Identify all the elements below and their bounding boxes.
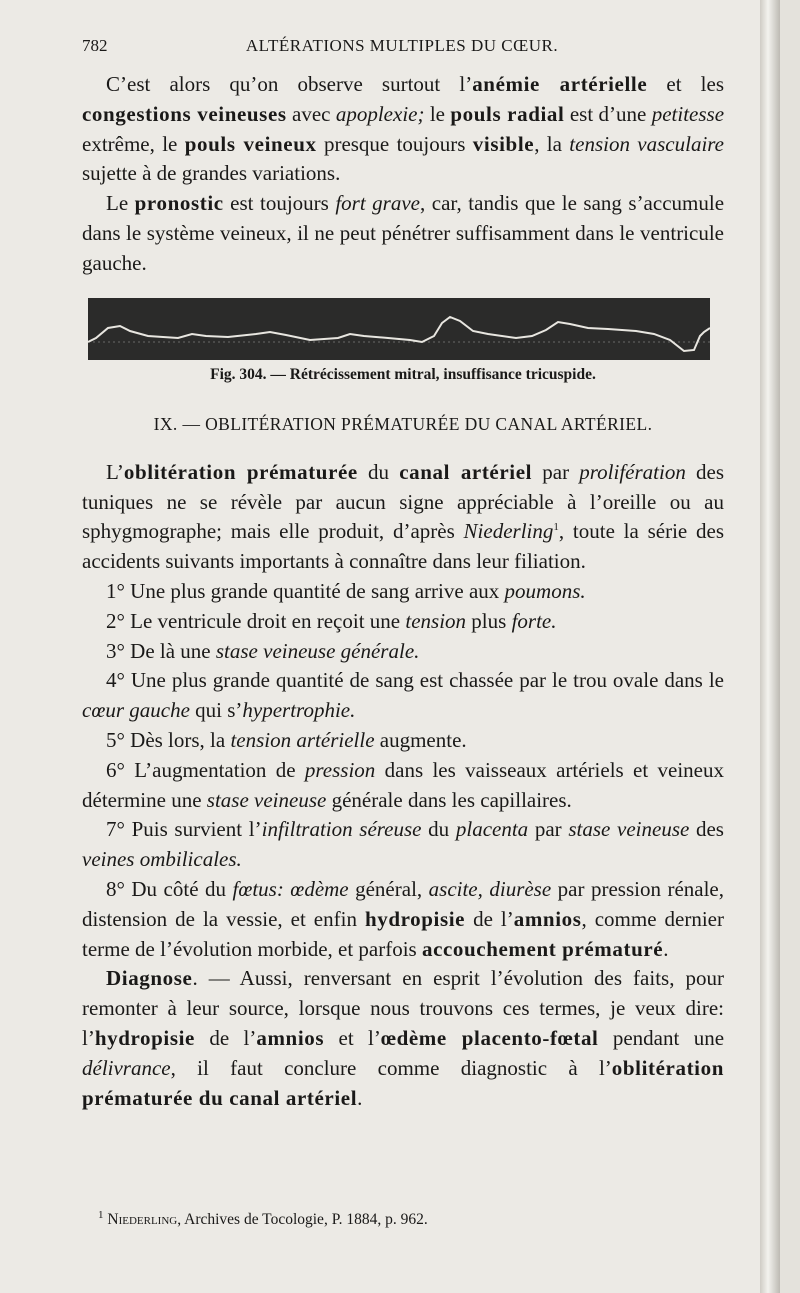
running-title: ALTÉRATIONS MULTIPLES DU CŒUR.: [245, 36, 559, 55]
main-text-block: [82, 410, 724, 1113]
list-item-5: 5° Dès lors, la tension artérielle augmente.: [106, 727, 467, 752]
list-item-8: 8° Du côté du fœtus: œdème général, ascite, diurèse par pression rénale, distension de la vessie, et enfin hydropisie de l’amnios, comme dernier terme de l’évolution morbide, et parfois accouchement prématuré.: [82, 876, 724, 961]
running-header: [82, 36, 722, 60]
list-item-4: 4° Une plus grande quantité de sang est chassée par le trou ovale dans le cœur gauche qui s’hypertrophie.: [82, 668, 724, 723]
sphygmogram-figure: [88, 298, 710, 360]
list-item-1: 1° Une plus grande quantité de sang arrive aux poumons.: [106, 578, 586, 603]
footnote-author: Niederling: [107, 1211, 178, 1228]
list-item-2: 2° Le ventricule droit en reçoit une tension plus forte.: [106, 608, 557, 633]
page-edge: [760, 0, 780, 1293]
paragraph-diagnose: Diagnose. — Aussi, renversant en esprit l’évolution des faits, pour remonter à leur source, lorsque nous trouvons ces termes, je veux dire: l’hydropisie de l’amnios et l’œdème placento-fœtal pendant une délivrance, il faut conclure comme diagnostic à l’oblitération prématurée du canal artériel.: [82, 966, 725, 1110]
list-item-3: 3° De là une stase veineuse générale.: [106, 638, 420, 663]
footnote-ref: 1: [553, 521, 559, 534]
footnote-text: , Archives de Tocologie, P. 1884, p. 962.: [177, 1211, 428, 1228]
paragraph-obliteration: L’oblitération prématurée du canal artériel par prolifération des tuniques ne se révèle par aucun signe appréciable à l’oreille ou au sphygmographe; mais elle produit, d’après Niederling$^1$, toute la série des accidents suivants importants à connaître dans leur filiation.: [82, 459, 725, 574]
top-text-block: [82, 70, 724, 279]
paragraph-pronostic: Le pronostic est toujours fort grave, car, tandis que le sang s’accumule dans le système veineux, il ne peut pénétrer suffisamment dans le ventricule gauche.: [82, 191, 725, 275]
footnote: $^1$ Niederling, Archives de Tocologie, P. 1884, p. 962.: [98, 1208, 428, 1228]
page-number: 782: [82, 36, 108, 55]
pulse-trace: [88, 298, 710, 360]
paragraph-anemie: C’est alors qu’on observe surtout l’anémie artérielle et les congestions veineuses avec apoplexie; le pouls radial est d’une petitesse extrême, le pouls veineux presque toujours visible, la tension vasculaire sujette à de grandes variations.: [82, 72, 725, 186]
figure-caption: Fig. 304. — Rétrécissement mitral, insuffisance tricuspide.: [210, 366, 596, 383]
list-item-6: 6° L’augmentation de pression dans les vaisseaux artériels et veineux détermine une stase veineuse générale dans les capillaires.: [82, 757, 724, 812]
section-heading: IX. — OBLITÉRATION PRÉMATURÉE DU CANAL ARTÉRIEL.: [153, 414, 653, 434]
list-item-7: 7° Puis survient l’infiltration séreuse du placenta par stase veineuse des veines ombilicales.: [82, 817, 724, 872]
